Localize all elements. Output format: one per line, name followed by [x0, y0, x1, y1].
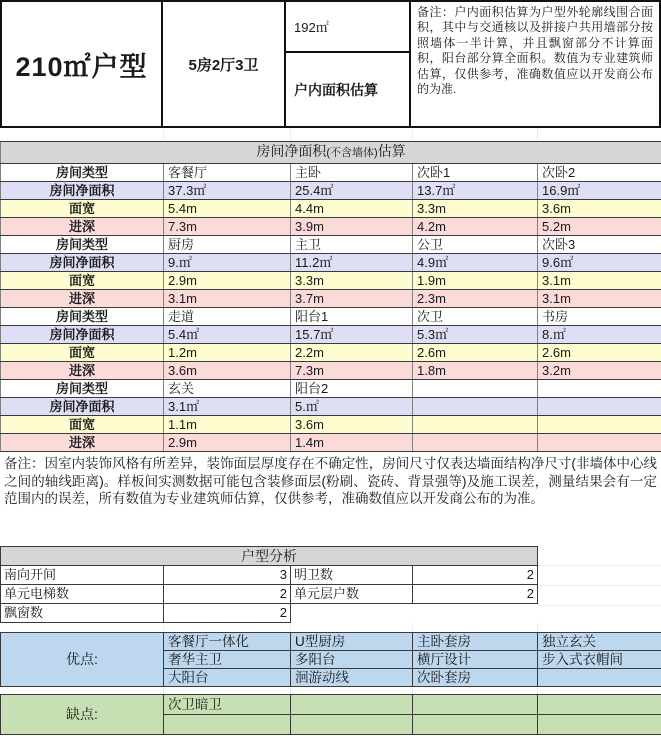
room-width-cell: 3.3m [413, 200, 538, 218]
analysis-label: 南向开间 [1, 566, 164, 585]
row-label: 进深 [1, 218, 164, 236]
room-width-row [1, 272, 661, 290]
room-type-row [1, 164, 661, 182]
room-depth-row [1, 218, 661, 236]
pros-label: 优点: [1, 633, 164, 687]
room-type-cell [413, 380, 538, 398]
pros-table [0, 632, 661, 687]
room-depth-cell: 2.9m [164, 434, 291, 452]
room-depth-cell: 5.2m [538, 218, 661, 236]
pros-item-cell: 多阳台 [291, 651, 413, 669]
room-table-title [1, 142, 661, 164]
room-width-row [1, 200, 661, 218]
room-type-row [1, 380, 661, 398]
analysis-label: 飘窗数 [1, 604, 164, 623]
analysis-title-row [1, 547, 538, 566]
room-area-row [1, 182, 661, 200]
room-type-cell: 书房 [538, 308, 661, 326]
pros-item-cell: 步入式衣帽间 [538, 651, 661, 669]
cons-table [0, 694, 661, 735]
row-label: 面宽 [1, 344, 164, 362]
room-width-cell: 2.6m [413, 344, 538, 362]
analysis-table [0, 546, 538, 623]
room-depth-row [1, 434, 661, 452]
room-width-row [1, 416, 661, 434]
room-area-cell: 4.9㎡ [413, 254, 538, 272]
room-area-cell: 16.9㎡ [538, 182, 661, 200]
row-label: 进深 [1, 290, 164, 308]
header-note: 备注：户内面积估算为户型外轮廓线围合面积，其中与交通核以及拼接户共用墙部分按照墙体一半计算，并且飘窗部分不计算面积，阳台部分算全面积。数值为专业建筑师估算，仅供参考，准确数值应以开发商公布的为准. [417, 5, 653, 97]
room-area-row [1, 398, 661, 416]
room-depth-cell: 7.3m [291, 362, 413, 380]
room-area-row [1, 326, 661, 344]
area-cell [286, 2, 411, 126]
pros-item-cell: 大阳台 [164, 669, 291, 687]
room-area-cell: 5.3㎡ [413, 326, 538, 344]
room-width-cell: 4.4m [291, 200, 413, 218]
analysis-value: 2 [164, 604, 291, 623]
analysis-row [1, 566, 538, 585]
room-type-row [1, 308, 661, 326]
room-depth-cell [413, 434, 538, 452]
row-label: 房间类型 [1, 308, 164, 326]
room-type-cell: 客餐厅 [164, 164, 291, 182]
pros-item-cell: 客餐厅一体化 [164, 633, 291, 651]
room-depth-cell: 3.6m [164, 362, 291, 380]
room-area-cell: 3.1㎡ [164, 398, 291, 416]
cons-item-cell [164, 715, 291, 735]
header-block [0, 0, 661, 128]
room-area-cell: 37.3㎡ [164, 182, 291, 200]
room-area-cell [538, 398, 661, 416]
room-area-cell: 8.㎡ [538, 326, 661, 344]
analysis-label: 单元层户数 [291, 585, 413, 604]
room-type-cell: 次卫 [413, 308, 538, 326]
row-label: 面宽 [1, 272, 164, 290]
room-width-cell: 1.1m [164, 416, 291, 434]
room-type-cell: 主卫 [291, 236, 413, 254]
room-width-cell [413, 416, 538, 434]
room-depth-cell: 2.3m [413, 290, 538, 308]
room-width-cell: 1.2m [164, 344, 291, 362]
analysis-title: 户型分析 [1, 547, 538, 566]
room-area-cell: 9.㎡ [164, 254, 291, 272]
row-label: 房间净面积 [1, 326, 164, 344]
room-width-cell [538, 416, 661, 434]
room-type-cell: 走道 [164, 308, 291, 326]
cons-item-cell [413, 695, 538, 715]
room-table-title-small: (不含墙体) [326, 147, 378, 159]
room-area-cell: 15.7㎡ [291, 326, 413, 344]
room-area-table [0, 141, 661, 452]
analysis-value: 2 [413, 585, 538, 604]
pros-item-cell: 独立玄关 [538, 633, 661, 651]
row-label: 房间净面积 [1, 182, 164, 200]
room-type-cell: 次卧1 [413, 164, 538, 182]
bottom-note: 备注：因室内装饰风格有所差异，装饰面层厚度存在不确定性，房间尺寸仅表达墙面结构净尺寸(非墙体中心线之间的轴线距离)。样板间实测数据可能包含装修面层(粉刷、瓷砖、背景强等)及施工误差，测量结果会有一定范围内的误差，所有数值为专业建筑师估算，仅供参考，准确数值应以开发商公布的为准。 [4, 456, 657, 506]
pros-item-cell [538, 669, 661, 687]
room-depth-cell: 4.2m [413, 218, 538, 236]
room-table-title-main: 房间净面积 [256, 143, 327, 159]
room-depth-row [1, 362, 661, 380]
room-depth-cell: 1.4m [291, 434, 413, 452]
analysis-value: 3 [164, 566, 291, 585]
room-table-title-row [1, 142, 661, 164]
room-depth-cell [538, 434, 661, 452]
room-area-cell: 13.7㎡ [413, 182, 538, 200]
analysis-label: 单元电梯数 [1, 585, 164, 604]
room-area-row [1, 254, 661, 272]
room-type-cell: 玄关 [164, 380, 291, 398]
room-depth-cell: 1.8m [413, 362, 538, 380]
analysis-label [291, 604, 413, 623]
pros-item-cell: 洄游动线 [291, 669, 413, 687]
room-type-cell: 厨房 [164, 236, 291, 254]
room-area-cell: 5.4㎡ [164, 326, 291, 344]
room-type-cell: 阳台1 [291, 308, 413, 326]
room-depth-cell: 3.2m [538, 362, 661, 380]
room-depth-cell: 7.3m [164, 218, 291, 236]
cons-row [1, 695, 661, 715]
room-type-row [1, 236, 661, 254]
room-width-cell: 3.6m [538, 200, 661, 218]
analysis-section [0, 546, 661, 623]
room-depth-cell: 3.9m [291, 218, 413, 236]
cons-item-cell [291, 715, 413, 735]
room-area-cell: 11.2㎡ [291, 254, 413, 272]
grid-filler [538, 546, 661, 623]
room-depth-cell: 3.1m [538, 290, 661, 308]
grid-gap [0, 623, 661, 632]
pros-row [1, 633, 661, 651]
row-label: 房间净面积 [1, 398, 164, 416]
row-label: 房间类型 [1, 380, 164, 398]
pros-item-cell: 次卧套房 [413, 669, 538, 687]
room-type-cell: 阳台2 [291, 380, 413, 398]
analysis-label: 明卫数 [291, 566, 413, 585]
unit-layout: 5房2厅3卫 [163, 2, 286, 126]
room-table-title-suffix: 估算 [377, 143, 406, 159]
cons-item-cell [538, 695, 661, 715]
row-label: 房间类型 [1, 164, 164, 182]
row-label: 面宽 [1, 200, 164, 218]
row-label: 面宽 [1, 416, 164, 434]
room-area-cell [413, 398, 538, 416]
analysis-row [1, 585, 538, 604]
room-width-cell: 2.2m [291, 344, 413, 362]
unit-area-label: 户内面积估算 [294, 81, 378, 98]
row-label: 进深 [1, 362, 164, 380]
room-area-cell: 25.4㎡ [291, 182, 413, 200]
cons-item-cell [538, 715, 661, 735]
room-depth-row [1, 290, 661, 308]
analysis-value: 2 [164, 585, 291, 604]
room-area-cell: 9.6㎡ [538, 254, 661, 272]
room-type-cell: 次卧2 [538, 164, 661, 182]
cons-label: 缺点: [1, 695, 164, 735]
unit-area-value: 192㎡ [286, 2, 409, 53]
room-width-cell: 3.6m [291, 416, 413, 434]
room-type-cell: 公卫 [413, 236, 538, 254]
room-type-cell: 次卧3 [538, 236, 661, 254]
pros-item-cell: U型厨房 [291, 633, 413, 651]
room-depth-cell: 3.7m [291, 290, 413, 308]
cons-item-cell [291, 695, 413, 715]
row-label: 进深 [1, 434, 164, 452]
analysis-value: 2 [413, 566, 538, 585]
room-width-cell: 1.9m [413, 272, 538, 290]
room-width-cell: 3.1m [538, 272, 661, 290]
cons-item-cell: 次卫暗卫 [164, 695, 291, 715]
grid-gap [0, 687, 661, 694]
unit-title: 210㎡户型 [2, 2, 163, 126]
cons-item-cell [413, 715, 538, 735]
room-type-cell [538, 380, 661, 398]
analysis-value [413, 604, 538, 623]
row-label: 房间类型 [1, 236, 164, 254]
grid-gap [0, 128, 661, 141]
room-width-cell: 2.6m [538, 344, 661, 362]
room-depth-cell: 3.1m [164, 290, 291, 308]
room-area-cell: 5.㎡ [291, 398, 413, 416]
room-width-cell: 2.9m [164, 272, 291, 290]
room-width-cell: 5.4m [164, 200, 291, 218]
row-label: 房间净面积 [1, 254, 164, 272]
pros-item-cell: 主卧套房 [413, 633, 538, 651]
analysis-row [1, 604, 538, 623]
pros-item-cell: 奢华主卫 [164, 651, 291, 669]
pros-item-cell: 横厅设计 [413, 651, 538, 669]
room-type-cell: 主卧 [291, 164, 413, 182]
room-width-row [1, 344, 661, 362]
room-width-cell: 3.3m [291, 272, 413, 290]
